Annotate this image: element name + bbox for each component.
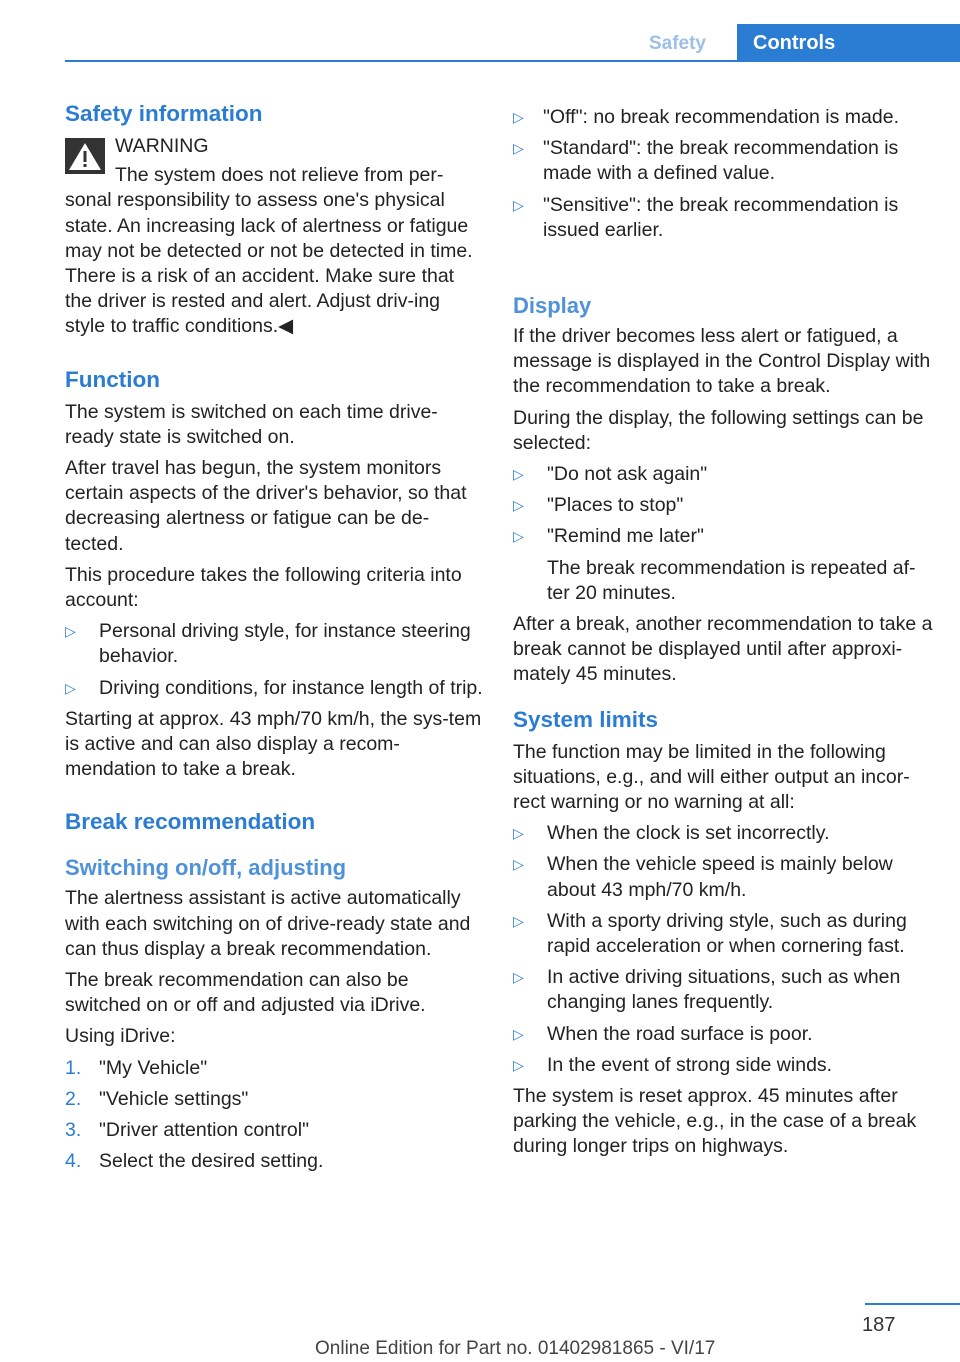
warning-label: WARNING [115,135,209,157]
list-item: ▷ Driving conditions, for instance length of trip. [65,676,483,701]
right-column [513,105,931,249]
bullet-arrow-icon: ▷ [65,679,76,696]
step-item: 1. "My Vehicle" [65,1056,483,1081]
bullet-arrow-icon: ▷ [513,528,524,545]
bullet-arrow-icon: ▷ [65,623,76,640]
function-paragraph: After travel has begun, the system monitors certain aspects of the driver's behavior, so that decreasing alertness or fatigue can be de-tected. [65,457,467,555]
list-item: ▷ When the clock is set incorrectly. [513,821,933,846]
list-item: ▷ In the event of strong side winds. [513,1053,933,1078]
function-paragraph: This procedure takes the following criteria into account: [65,563,462,612]
step-item: 2. "Vehicle settings" [65,1087,483,1112]
section-tab-safety[interactable]: Safety [648,33,706,54]
switching-paragraph: The break recommendation can also be switched on or off and adjusted via iDrive. [65,969,426,1017]
list-item: ▷ "Places to stop" [513,493,933,518]
system-limits-heading: System limits [513,706,659,732]
bullet-arrow-icon: ▷ [513,856,524,873]
list-item: ▷ With a sporty driving style, such as during rapid acceleration or when cornering fast. [513,909,907,958]
switching-heading: Switching on/off, adjusting [65,855,347,881]
break-recommendation-heading: Break recommendation [65,809,316,835]
section-tab-controls[interactable]: Controls [737,24,960,62]
bullet-arrow-icon: ▷ [513,196,524,213]
switching-paragraph: Using iDrive: [65,1025,176,1048]
page-header [0,0,960,64]
warning-triangle-icon [65,138,105,174]
limits-paragraph: The function may be limited in the following situations, e.g., and will either output an incor-rect warning or no warning at all: [513,740,910,814]
page-number: 187 [862,1314,896,1336]
bullet-arrow-icon: ▷ [513,1025,524,1042]
display-paragraph: If the driver becomes less alert or fatigued, a message is displayed in the Control Display with the recommendation to take a break. [513,325,931,398]
display-paragraph: After a break, another recommendation to take a break cannot be displayed until after approxi-mately 45 minutes. [513,613,933,686]
display-options-list [513,462,933,550]
warning-text-first-line: The system does not relieve from per- [115,164,444,187]
step-item: 4. Select the desired setting. [65,1149,483,1174]
footer-rule [865,1303,960,1305]
list-item: ▷ "Remind me later" [513,524,933,549]
function-paragraph: Starting at approx. 43 mph/70 km/h, the sys-tem is active and can also display a recom-mendation to take a break. [65,707,482,781]
list-item: ▷ "Off": no break recommendation is made. [513,105,931,130]
limits-list [513,821,933,1078]
bullet-arrow-icon: ▷ [513,1056,524,1073]
limits-paragraph: The system is reset approx. 45 minutes after parking the vehicle, e.g., in the case of a break during longer trips on highways. [513,1085,917,1158]
right-column-main [513,292,933,1166]
idrive-steps-list [65,1056,483,1175]
warning-block [65,134,483,340]
step-item: 3. "Driver attention control" [65,1118,483,1143]
step-number: 2. [65,1087,82,1110]
step-number: 3. [65,1119,82,1142]
display-paragraph: During the display, the following settings can be selected: [513,406,924,454]
warning-text: sonal responsibility to assess one's physical state. An increasing lack of alertness or fatigue may not be detected or not be detected in time. There is a risk of an accident. Make sure that the driver is rested and alert. Adjust driv-ing style to traffic conditions.◀ [65,189,473,338]
criteria-list [65,619,483,701]
remind-note: The break recommendation is repeated af-ter 20 minutes. [547,556,916,604]
bullet-arrow-icon: ▷ [513,140,524,157]
left-column [65,100,483,1181]
display-heading: Display [513,293,592,318]
function-heading: Function [65,366,160,392]
list-item: ▷ "Do not ask again" [513,462,933,487]
list-item: ▷ "Sensitive": the break recommendation is issued earlier. [513,193,899,241]
step-number: 4. [65,1150,82,1173]
list-item: ▷ When the vehicle speed is mainly below about 43 mph/70 km/h. [513,853,893,901]
safety-information-heading: Safety information [65,101,263,126]
options-list [513,105,931,243]
switching-paragraph: The alertness assistant is active automatically with each switching on of drive-ready state and can thus display a break recommendation. [65,887,471,960]
function-paragraph: The system is switched on each time drive-ready state is switched on. [65,400,438,448]
edition-note: Online Edition for Part no. 01402981865 - VI/17 [315,1338,716,1359]
bullet-arrow-icon: ▷ [513,466,524,483]
bullet-arrow-icon: ▷ [513,969,524,986]
step-number: 1. [65,1056,82,1079]
list-item: ▷ "Standard": the break recommendation is made with a defined value. [513,137,899,185]
bullet-arrow-icon: ▷ [513,912,524,929]
bullet-arrow-icon: ▷ [513,109,524,125]
bullet-arrow-icon: ▷ [513,497,524,514]
bullet-arrow-icon: ▷ [513,825,524,842]
list-item: ▷ Personal driving style, for instance steering behavior. [65,620,471,668]
list-item: ▷ When the road surface is poor. [513,1022,933,1047]
list-item: ▷ In active driving situations, such as when changing lanes frequently. [513,966,901,1014]
